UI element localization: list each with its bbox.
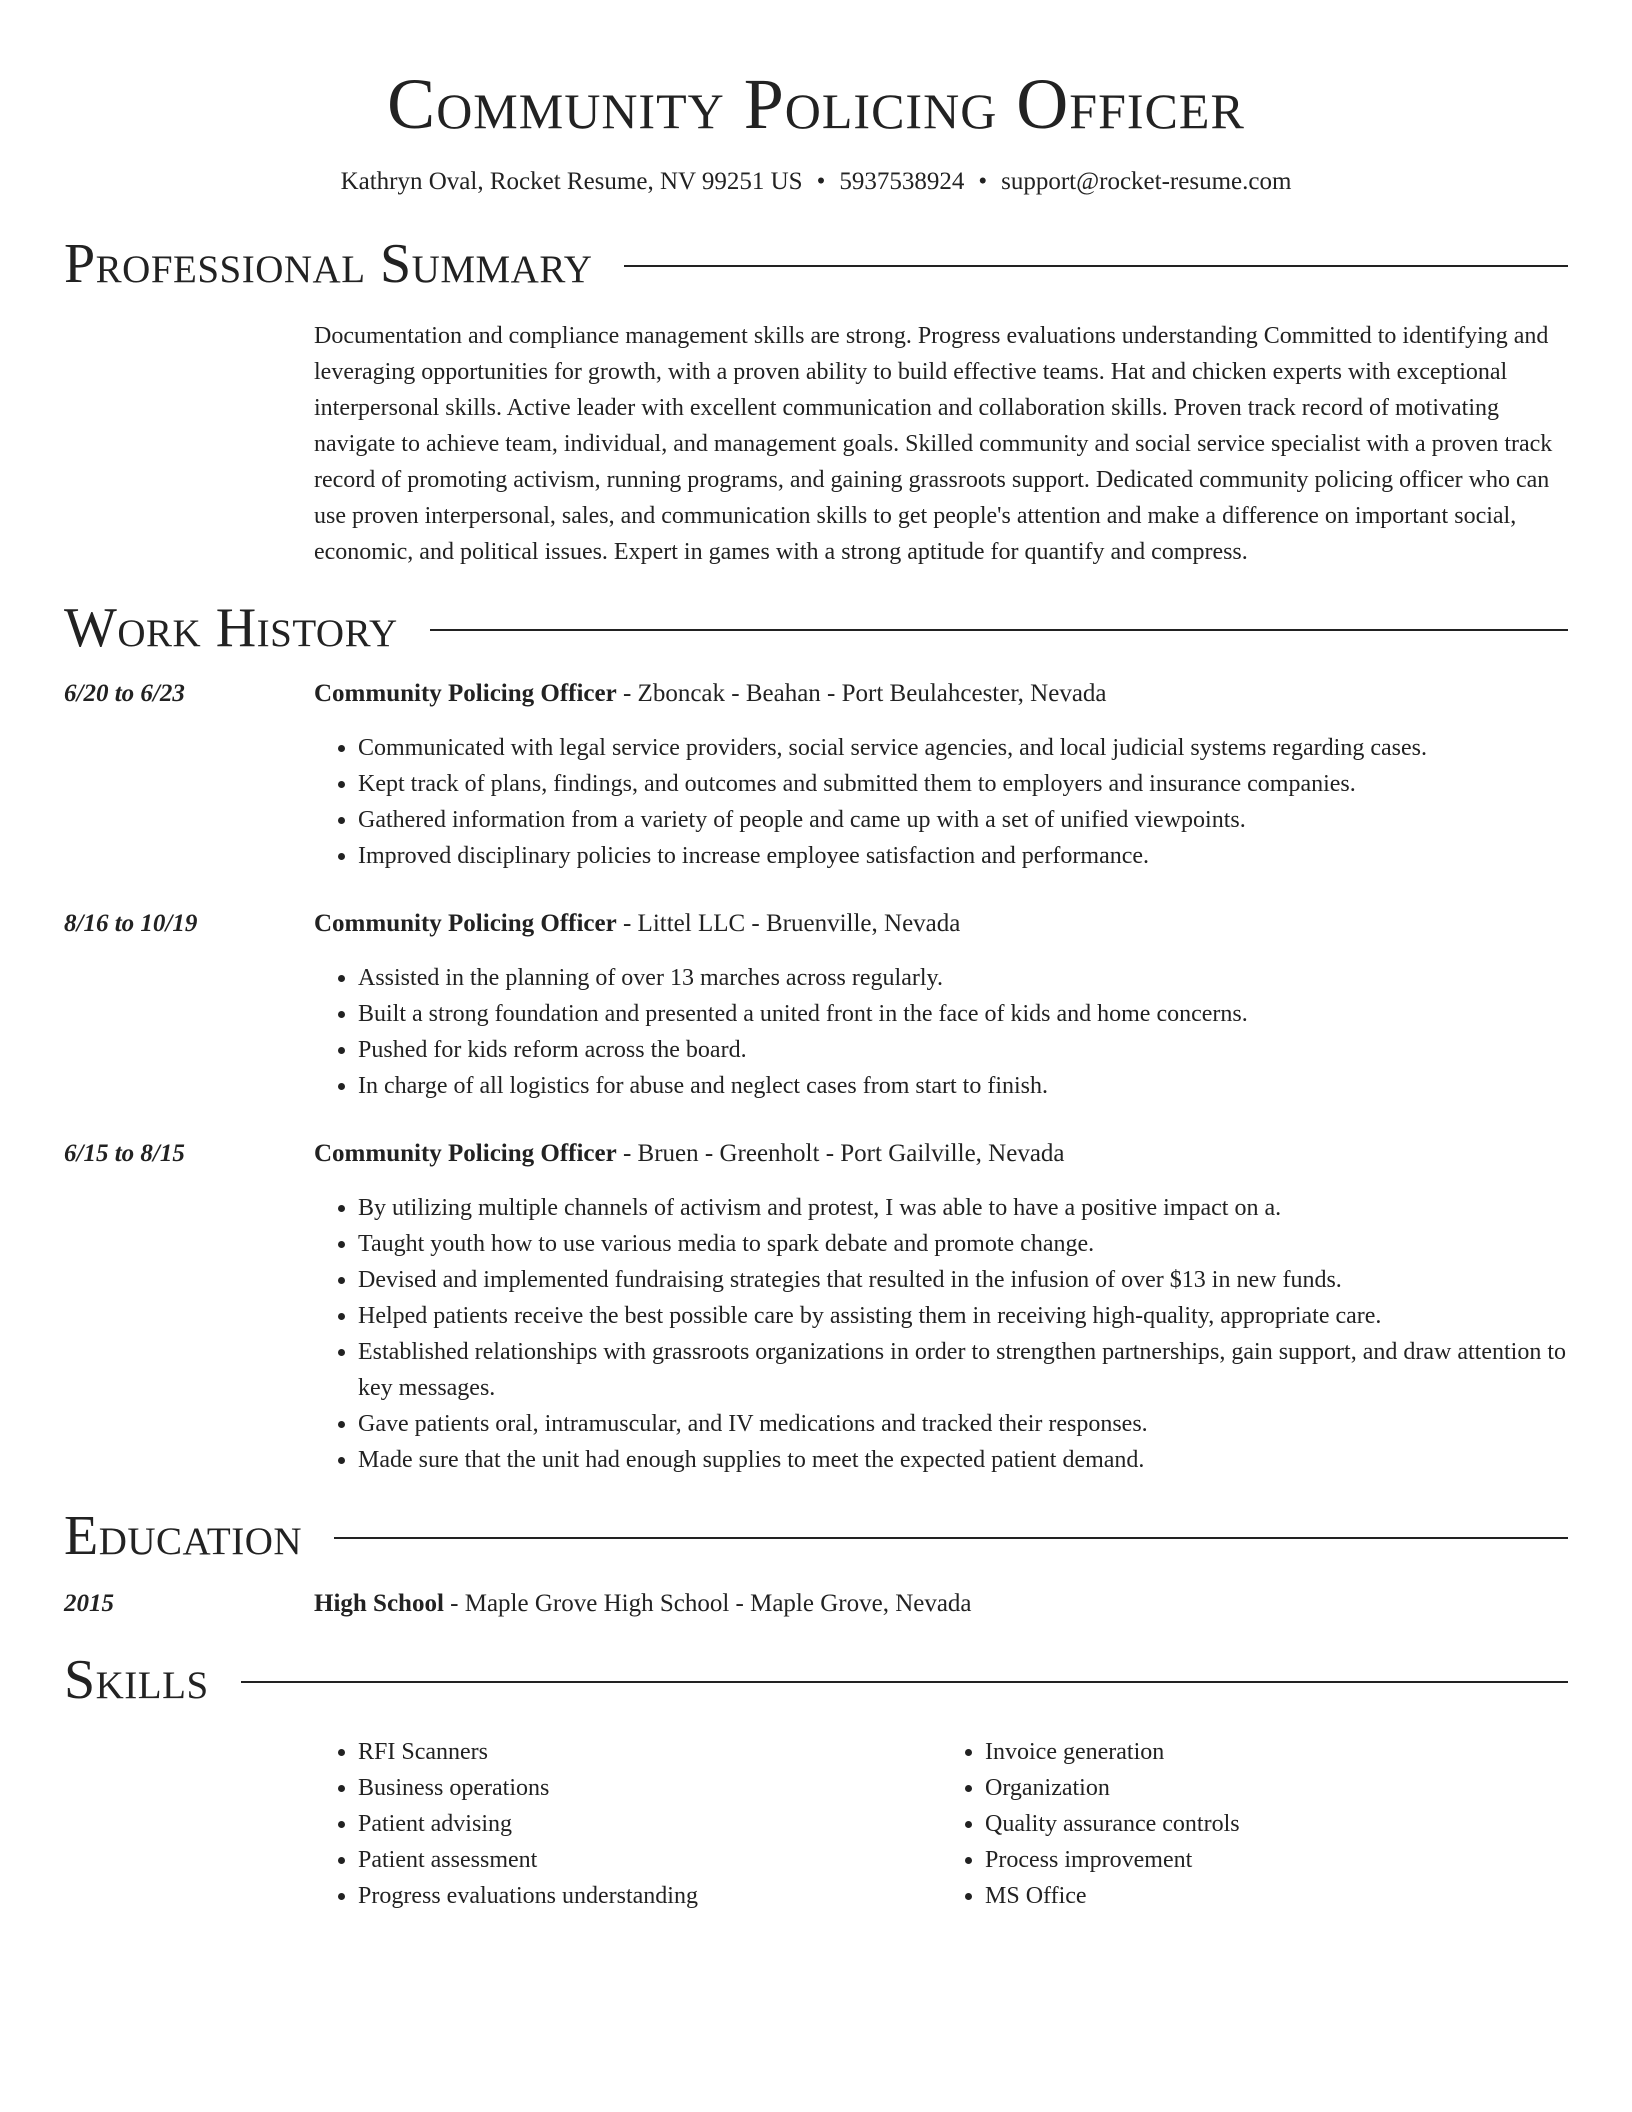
- skill-item: • MS Office: [985, 1878, 1568, 1914]
- work-heading: [314, 676, 1568, 712]
- work-bullet: • Made sure that the unit had enough supplies to meet the expected patient demand.: [358, 1442, 1568, 1478]
- skill-item: • Invoice generation: [985, 1734, 1568, 1770]
- skill-item: • RFI Scanners: [358, 1734, 941, 1770]
- work-bullets: [314, 960, 1568, 1104]
- summary-section-header: [64, 232, 1568, 296]
- section-divider: [430, 629, 1568, 631]
- contact-separator: •: [978, 168, 988, 195]
- skills-column-left: [314, 1734, 941, 1914]
- work-section-title: Work History: [64, 597, 398, 659]
- job-title: Community Policing Officer: [314, 680, 617, 707]
- work-bullet: • Assisted in the planning of over 13 marches across regularly.: [358, 960, 1568, 996]
- skill-item: • Patient advising: [358, 1806, 941, 1842]
- section-divider: [241, 1681, 1568, 1683]
- contact-address: Kathryn Oval, Rocket Resume, NV 99251 US: [340, 168, 803, 195]
- contact-line: [64, 166, 1568, 198]
- work-entry: [64, 676, 1568, 874]
- work-bullet: • In charge of all logistics for abuse and neglect cases from start to finish.: [358, 1068, 1568, 1104]
- skills-column-right: [941, 1734, 1568, 1914]
- education-section-header: [64, 1504, 1568, 1568]
- work-bullets: [314, 1190, 1568, 1478]
- education-heading: [314, 1586, 1568, 1622]
- contact-separator: •: [816, 168, 826, 195]
- job-title: Community Policing Officer: [314, 1140, 617, 1167]
- employer-details: - Littel LLC - Bruenville, Nevada: [616, 910, 961, 937]
- summary-text: Documentation and compliance management skills are strong. Progress evaluations understanding Committed to identifying and leveraging opportunities for growth, with a proven ability to build effective teams. Hat and chicken experts with exceptional interpersonal skills. Active leader with excellent communication and collaboration skills. Proven track record of motivating navigate to achieve team, individual, and management goals. Skilled community and social service specialist with a proven track record of promoting activism, running programs, and gaining grassroots support. Dedicated community policing officer who can use proven interpersonal, sales, and communication skills to get people's attention and make a difference on important social, economic, and political issues. Expert in games with a strong aptitude for quantify and compress.: [314, 323, 1553, 565]
- contact-email: support@rocket-resume.com: [1001, 168, 1292, 195]
- skill-item: • Quality assurance controls: [985, 1806, 1568, 1842]
- skill-item: • Process improvement: [985, 1842, 1568, 1878]
- work-bullet: • Devised and implemented fundraising strategies that resulted in the infusion of over $13 in new funds.: [358, 1262, 1568, 1298]
- education-section-title: Education: [64, 1505, 303, 1567]
- skills-left-list: [314, 1734, 941, 1914]
- skills-section-header: [64, 1648, 1568, 1712]
- work-bullet: • Improved disciplinary policies to increase employee satisfaction and performance.: [358, 838, 1568, 874]
- work-dates: 8/16 to 10/19: [64, 910, 198, 937]
- work-entry: [64, 906, 1568, 1104]
- work-entry-body: [314, 1136, 1568, 1478]
- work-dates: 6/20 to 6/23: [64, 680, 185, 707]
- degree-title: High School: [314, 1590, 444, 1617]
- work-bullet: • Communicated with legal service providers, social service agencies, and local judicial systems regarding cases.: [358, 730, 1568, 766]
- education-entry: [64, 1586, 1568, 1622]
- work-bullet: • Gathered information from a variety of people and came up with a set of unified viewpoints.: [358, 802, 1568, 838]
- work-bullet: • By utilizing multiple channels of activism and protest, I was able to have a positive impact on a.: [358, 1190, 1568, 1226]
- employer-details: - Bruen - Greenholt - Port Gailville, Nevada: [616, 1140, 1065, 1167]
- work-entry: [64, 1136, 1568, 1478]
- section-divider: [624, 265, 1568, 267]
- resume-title: Community Policing Officer: [387, 64, 1245, 144]
- job-title: Community Policing Officer: [314, 910, 617, 937]
- work-entry-body: [314, 906, 1568, 1104]
- work-bullet: • Gave patients oral, intramuscular, and IV medications and tracked their responses.: [358, 1406, 1568, 1442]
- skill-item: • Progress evaluations understanding: [358, 1878, 941, 1914]
- skills-right-list: [941, 1734, 1568, 1914]
- employer-details: - Zboncak - Beahan - Port Beulahcester, Nevada: [616, 680, 1107, 707]
- skills-section-title: Skills: [64, 1649, 209, 1711]
- skills-list: [314, 1734, 1568, 1914]
- work-bullet: • Pushed for kids reform across the board.: [358, 1032, 1568, 1068]
- work-bullet: • Taught youth how to use various media to spark debate and promote change.: [358, 1226, 1568, 1262]
- section-divider: [334, 1537, 1568, 1539]
- work-heading: [314, 1136, 1568, 1172]
- skill-item: • Business operations: [358, 1770, 941, 1806]
- education-year: 2015: [64, 1590, 114, 1617]
- education-entry-body: [314, 1586, 1568, 1622]
- skill-item: • Patient assessment: [358, 1842, 941, 1878]
- work-bullet: • Built a strong foundation and presented a united front in the face of kids and home concerns.: [358, 996, 1568, 1032]
- work-bullets: [314, 730, 1568, 874]
- summary-section-title: Professional Summary: [64, 233, 593, 295]
- work-bullet: • Kept track of plans, findings, and outcomes and submitted them to employers and insurance companies.: [358, 766, 1568, 802]
- work-entry-body: [314, 676, 1568, 874]
- skill-item: • Organization: [985, 1770, 1568, 1806]
- work-entries: [64, 676, 1568, 1478]
- work-bullet: • Helped patients receive the best possible care by assisting them in receiving high-quality, appropriate care.: [358, 1298, 1568, 1334]
- work-heading: [314, 906, 1568, 942]
- contact-phone: 5937538924: [839, 168, 965, 195]
- work-dates: 6/15 to 8/15: [64, 1140, 185, 1167]
- school-details: - Maple Grove High School - Maple Grove, Nevada: [443, 1590, 972, 1617]
- work-section-header: [64, 596, 1568, 660]
- work-bullet: • Established relationships with grassroots organizations in order to strengthen partnerships, gain support, and draw attention to key messages.: [358, 1334, 1568, 1406]
